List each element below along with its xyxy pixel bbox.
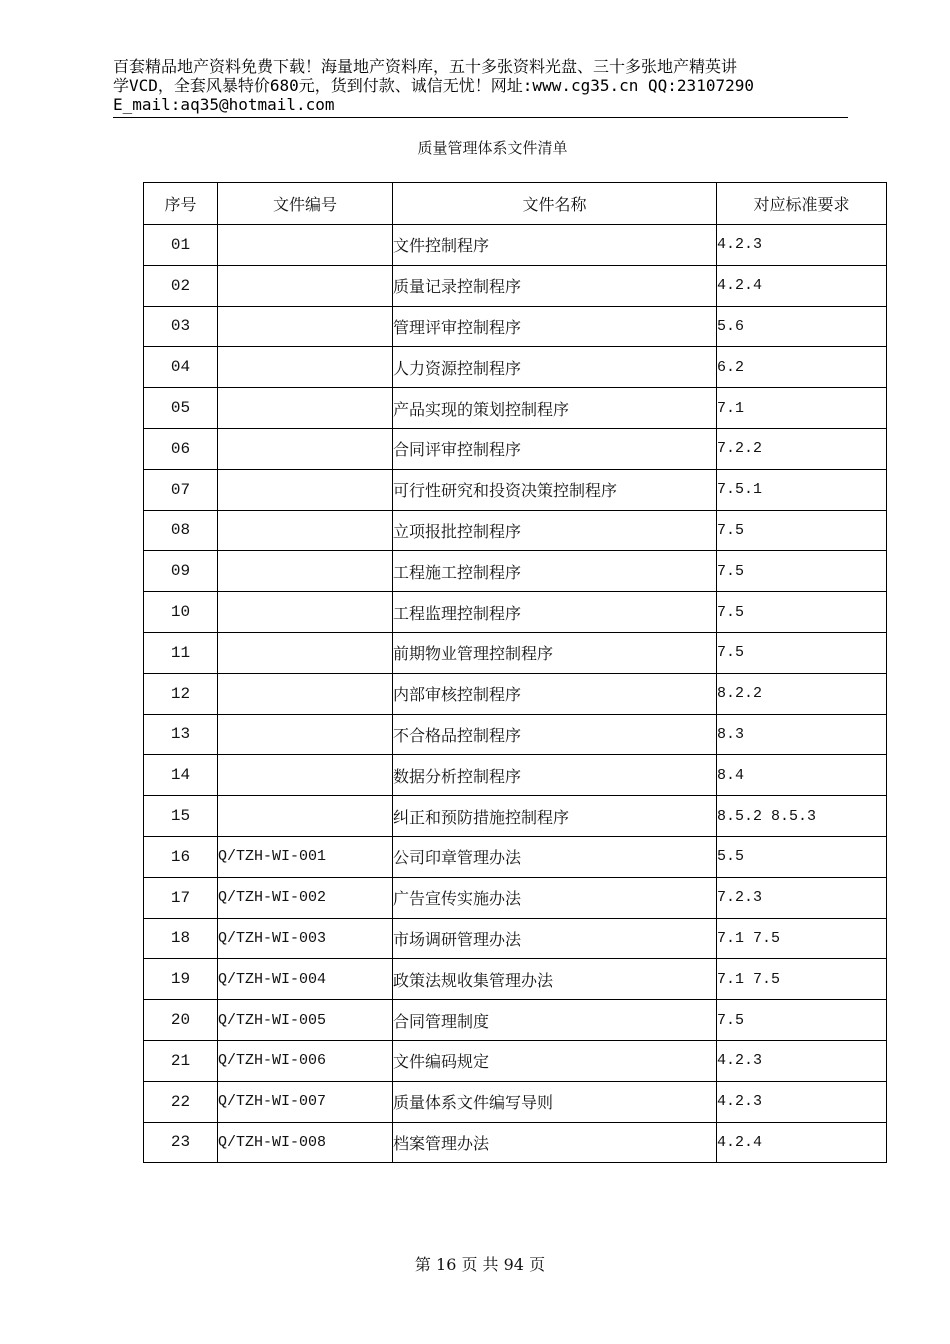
row-seq: 14 (144, 755, 218, 796)
row-seq: 01 (144, 225, 218, 266)
table-row (144, 388, 887, 429)
table-row (144, 225, 887, 266)
row-std: 7.1 7.5 (717, 959, 887, 1000)
row-std: 4.2.4 (717, 265, 887, 306)
row-seq: 10 (144, 592, 218, 633)
row-code (218, 673, 393, 714)
row-std: 7.5.1 (717, 469, 887, 510)
table-header-row (144, 183, 887, 225)
header-divider (113, 117, 848, 118)
table-row (144, 755, 887, 796)
row-seq: 23 (144, 1122, 218, 1163)
row-seq: 03 (144, 306, 218, 347)
row-code: Q/TZH-WI-007 (218, 1081, 393, 1122)
row-std: 7.2.2 (717, 428, 887, 469)
row-std: 6.2 (717, 347, 887, 388)
row-std: 7.5 (717, 551, 887, 592)
row-seq: 21 (144, 1040, 218, 1081)
row-code (218, 225, 393, 266)
row-code: Q/TZH-WI-002 (218, 877, 393, 918)
row-std: 5.5 (717, 836, 887, 877)
table-row (144, 1122, 887, 1163)
column-header-name: 文件名称 (393, 183, 717, 225)
row-name: 人力资源控制程序 (393, 347, 717, 388)
row-code (218, 796, 393, 837)
row-code (218, 714, 393, 755)
row-code (218, 347, 393, 388)
row-code (218, 632, 393, 673)
page-header (113, 57, 848, 114)
row-code (218, 551, 393, 592)
row-std: 8.4 (717, 755, 887, 796)
row-std: 4.2.3 (717, 225, 887, 266)
row-name: 立项报批控制程序 (393, 510, 717, 551)
page-footer: 第 16 页 共 94 页 (414, 1255, 546, 1274)
row-std: 7.5 (717, 592, 887, 633)
row-name: 市场调研管理办法 (393, 918, 717, 959)
row-seq: 15 (144, 796, 218, 837)
row-std: 4.2.3 (717, 1081, 887, 1122)
row-seq: 12 (144, 673, 218, 714)
document-list-table (143, 182, 887, 1163)
row-std: 7.5 (717, 1000, 887, 1041)
table-row (144, 1081, 887, 1122)
row-name: 文件控制程序 (393, 225, 717, 266)
row-code: Q/TZH-WI-004 (218, 959, 393, 1000)
row-name: 管理评审控制程序 (393, 306, 717, 347)
row-seq: 04 (144, 347, 218, 388)
table-row (144, 877, 887, 918)
row-code: Q/TZH-WI-006 (218, 1040, 393, 1081)
row-code (218, 592, 393, 633)
row-std: 8.3 (717, 714, 887, 755)
row-std: 5.6 (717, 306, 887, 347)
row-name: 合同评审控制程序 (393, 428, 717, 469)
header-line-2: 学VCD，全套风暴特价680元，货到付款、诚信无忧！网址:www.cg35.cn QQ:23107290 (113, 76, 754, 95)
table-row (144, 347, 887, 388)
row-seq: 16 (144, 836, 218, 877)
row-std: 8.2.2 (717, 673, 887, 714)
row-seq: 05 (144, 388, 218, 429)
table-row (144, 592, 887, 633)
row-name: 不合格品控制程序 (393, 714, 717, 755)
table-row (144, 632, 887, 673)
row-name: 内部审核控制程序 (393, 673, 717, 714)
table-row (144, 1000, 887, 1041)
row-seq: 07 (144, 469, 218, 510)
row-name: 工程监理控制程序 (393, 592, 717, 633)
table-row (144, 918, 887, 959)
column-header-seq: 序号 (144, 183, 218, 225)
header-line-3: E_mail:aq35@hotmail.com (113, 95, 335, 114)
row-seq: 22 (144, 1081, 218, 1122)
row-seq: 06 (144, 428, 218, 469)
row-code (218, 510, 393, 551)
row-std: 4.2.3 (717, 1040, 887, 1081)
row-name: 前期物业管理控制程序 (393, 632, 717, 673)
table-row (144, 428, 887, 469)
column-header-code: 文件编号 (218, 183, 393, 225)
row-name: 政策法规收集管理办法 (393, 959, 717, 1000)
row-seq: 20 (144, 1000, 218, 1041)
row-seq: 13 (144, 714, 218, 755)
table-row (144, 551, 887, 592)
row-seq: 02 (144, 265, 218, 306)
column-header-std: 对应标准要求 (717, 183, 887, 225)
table-row (144, 959, 887, 1000)
row-name: 产品实现的策划控制程序 (393, 388, 717, 429)
row-seq: 19 (144, 959, 218, 1000)
header-line-1: 百套精品地产资料免费下载！海量地产资料库，五十多张资料光盘、三十多张地产精英讲 (113, 57, 738, 76)
row-name: 档案管理办法 (393, 1122, 717, 1163)
row-std: 7.5 (717, 632, 887, 673)
row-std: 7.2.3 (717, 877, 887, 918)
row-code (218, 755, 393, 796)
row-name: 合同管理制度 (393, 1000, 717, 1041)
row-seq: 18 (144, 918, 218, 959)
table-row (144, 510, 887, 551)
row-code (218, 306, 393, 347)
row-seq: 09 (144, 551, 218, 592)
table-row (144, 469, 887, 510)
row-seq: 11 (144, 632, 218, 673)
row-code: Q/TZH-WI-005 (218, 1000, 393, 1041)
row-code: Q/TZH-WI-001 (218, 836, 393, 877)
table-row (144, 673, 887, 714)
row-std: 7.1 7.5 (717, 918, 887, 959)
row-name: 质量记录控制程序 (393, 265, 717, 306)
row-code: Q/TZH-WI-003 (218, 918, 393, 959)
row-std: 7.5 (717, 510, 887, 551)
row-name: 质量体系文件编写导则 (393, 1081, 717, 1122)
row-name: 可行性研究和投资决策控制程序 (393, 469, 717, 510)
row-name: 纠正和预防措施控制程序 (393, 796, 717, 837)
row-code (218, 428, 393, 469)
row-code (218, 265, 393, 306)
table-row (144, 265, 887, 306)
row-name: 广告宣传实施办法 (393, 877, 717, 918)
row-std: 4.2.4 (717, 1122, 887, 1163)
table-row (144, 836, 887, 877)
row-name: 文件编码规定 (393, 1040, 717, 1081)
document-title: 质量管理体系文件清单 (417, 139, 568, 157)
row-std: 7.1 (717, 388, 887, 429)
table-row (144, 1040, 887, 1081)
row-name: 数据分析控制程序 (393, 755, 717, 796)
row-code (218, 469, 393, 510)
row-code (218, 388, 393, 429)
table-row (144, 306, 887, 347)
row-seq: 17 (144, 877, 218, 918)
table-row (144, 714, 887, 755)
row-name: 公司印章管理办法 (393, 836, 717, 877)
row-seq: 08 (144, 510, 218, 551)
table-row (144, 796, 887, 837)
row-std: 8.5.2 8.5.3 (717, 796, 887, 837)
row-name: 工程施工控制程序 (393, 551, 717, 592)
row-code: Q/TZH-WI-008 (218, 1122, 393, 1163)
